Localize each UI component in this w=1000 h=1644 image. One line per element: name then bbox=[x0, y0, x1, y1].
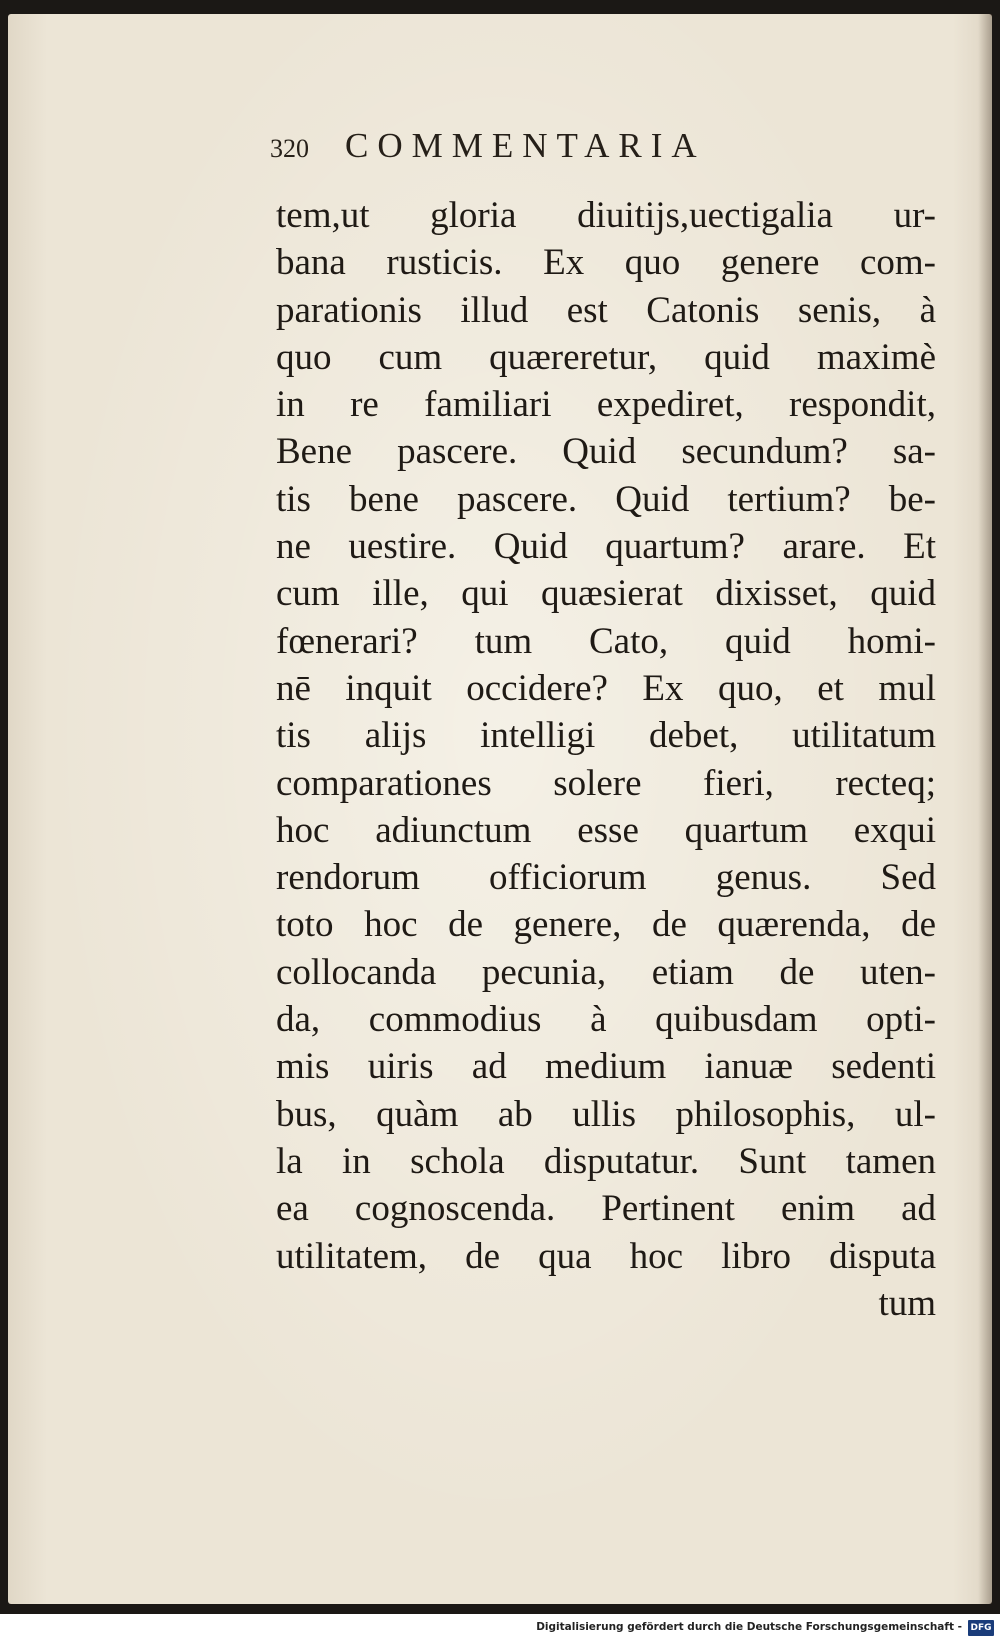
text-line: comparationes solere fieri, recteq; bbox=[276, 762, 936, 804]
text-line: cum ille, qui quæsierat dixisset, quid bbox=[276, 573, 936, 615]
text-line: la in schola disputatur. Sunt tamen bbox=[276, 1140, 936, 1182]
text-line: bana rusticis. Ex quo genere com- bbox=[276, 242, 936, 284]
text-line: tis bene pascere. Quid tertium? be- bbox=[276, 478, 936, 520]
text-line: fœnerari? tum Cato, quid homi- bbox=[276, 620, 936, 662]
page-number: 320 bbox=[270, 134, 309, 163]
page-fold-shadow bbox=[978, 14, 992, 1604]
text-line: in re familiari expediret, respondit, bbox=[276, 384, 936, 426]
funding-credit: Digitalisierung gefördert durch die Deutsche Forschungsgemeinschaft - bbox=[536, 1621, 962, 1633]
text-line: Bene pascere. Quid secundum? sa- bbox=[276, 431, 936, 473]
text-line: parationis illud est Catonis senis, à bbox=[276, 289, 936, 331]
text-line: mis uiris ad medium ianuæ sedenti bbox=[276, 1046, 936, 1088]
text-line: ea cognoscenda. Pertinent enim ad bbox=[276, 1188, 936, 1230]
text-line: tis alijs intelligi debet, utilitatum bbox=[276, 715, 936, 757]
text-line: hoc adiunctum esse quartum exqui bbox=[276, 809, 936, 851]
page-header bbox=[270, 126, 706, 166]
text-line: da, commodius à quibusdam opti- bbox=[276, 999, 936, 1041]
text-line: rendorum officiorum genus. Sed bbox=[276, 857, 936, 899]
text-line: collocanda pecunia, etiam de uten- bbox=[276, 951, 936, 993]
catchword: tum bbox=[878, 1282, 936, 1324]
body-text bbox=[276, 192, 936, 1327]
text-line: bus, quàm ab ullis philosophis, ul- bbox=[276, 1093, 936, 1135]
running-head: COMMENTARIA bbox=[345, 126, 706, 165]
footer-bar bbox=[0, 1614, 1000, 1644]
text-line: toto hoc de genere, de quærenda, de bbox=[276, 904, 936, 946]
dfg-logo: DFG bbox=[968, 1620, 994, 1636]
text-line: ne uestire. Quid quartum? arare. Et bbox=[276, 526, 936, 568]
text-line: tem,ut gloria diuitijs,uectigalia ur- bbox=[276, 195, 936, 236]
text-line: quo cum quæreretur, quid maximè bbox=[276, 336, 936, 378]
book-page bbox=[8, 14, 992, 1604]
text-line: utilitatem, de qua hoc libro disputa bbox=[276, 1235, 936, 1277]
text-line: nē inquit occidere? Ex quo, et mul bbox=[276, 667, 936, 709]
